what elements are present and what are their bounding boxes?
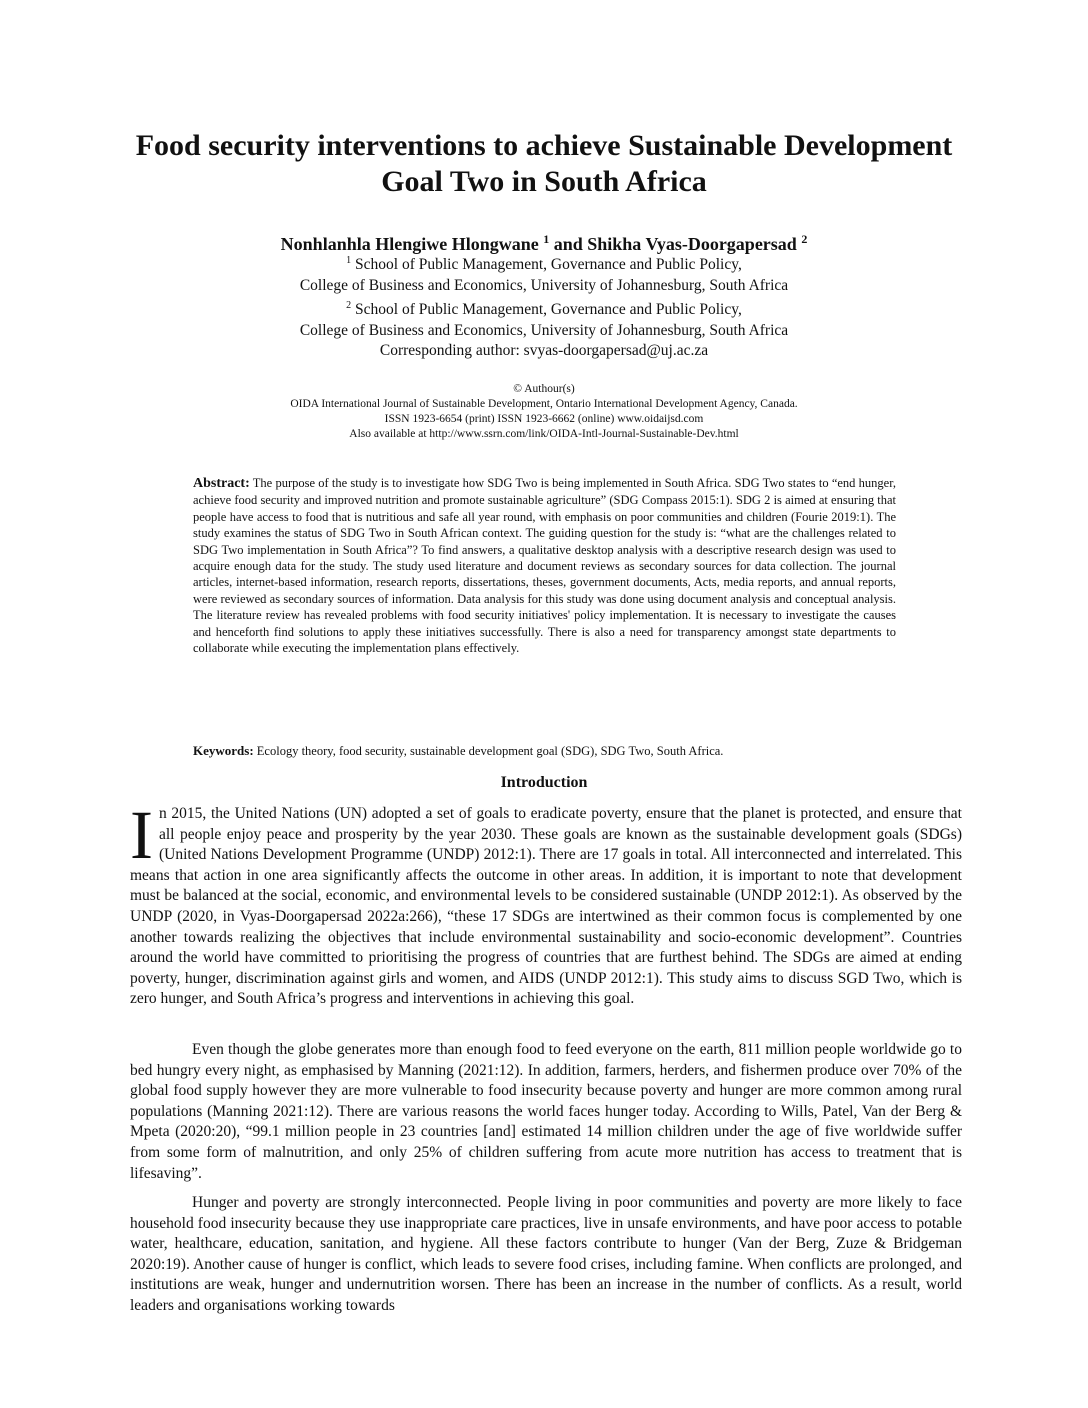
affiliation-text: College of Business and Economics, University of Johannesburg, South Africa bbox=[299, 276, 789, 294]
copyright-line: © Authour(s) bbox=[513, 383, 575, 395]
affiliation-marker: 2 bbox=[346, 300, 352, 312]
issn-line: ISSN 1923-6654 (print) ISSN 1923-6662 (online) www.oidaijsd.com bbox=[384, 413, 704, 425]
affiliation-text: School of Public Management, Governance and Public Policy, bbox=[355, 301, 742, 319]
keywords bbox=[193, 743, 896, 759]
paragraph-text: Hunger and poverty are strongly interconnected. People living in poor communities and poverty are more likely to face household food insecurity because they use inappropriate care practices, live in unsafe environments, and have poor access to potable water, healthcare, education, sanitation, and hygiene. All these factors contribute to hunger (Van der Berg, Zuze & Bridgeman 2020:19). Another cause of hunger is conflict, which leads to severe food crises, including famine. When conflicts are prolonged, and institutions are weak, hunger and undernutrition worsen. There has been an increase in the number of conflicts. As a result, world leaders and organisations working towards bbox=[130, 1194, 962, 1314]
affiliation-text: College of Business and Economics, University of Johannesburg, South Africa bbox=[299, 321, 789, 339]
publication-info bbox=[130, 382, 958, 442]
author-2-name: Shikha Vyas-Doorgapersad bbox=[587, 234, 797, 254]
availability-line: Also available at http://www.ssrn.com/link/OIDA-Intl-Journal-Sustainable-Dev.html bbox=[349, 428, 739, 440]
affiliation-marker: 1 bbox=[346, 255, 352, 266]
corresponding-author-text: Corresponding author: svyas-doorgapersad@uj.ac.za bbox=[379, 342, 709, 360]
abstract-text: The purpose of the study is to investigate how SDG Two is being implemented in South Africa. SDG Two states to “end hunger, achieve food security and improved nutrition and promote sustainable agriculture” (SDG Compass 2015:1). SDG 2 is aimed at ensuring that people have access to food that is nutritious and safe all year round, with emphasis on poor communities and children (Fourie 2019:1). The study examines the status of SDG Two in South African context. The guiding question for the study is: “what are the challenges related to SDG Two implementation in South Africa”? To find answers, a qualitative desktop analysis with a descriptive research design was used to acquire enough data for the study. The study used literature and document reviews as secondary sources for data collection. The journal articles, internet-based information, research reports, dissertations, theses, government documents, Acts, media reports, and annual reports, were reviewed as secondary sources of information. Data analysis for this study was done using document analysis and conceptual analysis. The literature review has revealed problems with food security initiatives' policy implementation. It is necessary to investigate the causes and henceforth find solutions to apply these initiatives successfully. There is also a need for transparency amongst state departments to collaborate while executing the implementation plans effectively. bbox=[193, 476, 896, 656]
intro-paragraph-2 bbox=[130, 1040, 962, 1184]
author-1-affil-marker: 1 bbox=[543, 232, 550, 246]
abstract-label: Abstract: bbox=[193, 476, 250, 491]
affiliation-line bbox=[130, 251, 958, 276]
abstract bbox=[193, 475, 896, 656]
author-2-affil-marker: 2 bbox=[801, 232, 808, 246]
keywords-text: Ecology theory, food security, sustainable development goal (SDG), SDG Two, South Africa. bbox=[256, 744, 724, 758]
intro-paragraph-3 bbox=[130, 1193, 962, 1317]
affiliation-line bbox=[130, 321, 958, 342]
author-1-name: Nonhlanhla Hlengiwe Hlongwane bbox=[280, 234, 539, 254]
section-heading-introduction: Introduction bbox=[500, 774, 588, 791]
paragraph-text: Even though the globe generates more than enough food to feed everyone on the earth, 811 million people worldwide go to bed hungry every night, as emphasised by Manning (2021:12). In addition, farmers, herders, and fishermen produce over 70% of the global food supply however they are more vulnerable to food insecurity because poverty and hunger are more common among rural populations (Manning 2021:12). There are various reasons the world faces hunger today. According to Wills, Patel, Van der Berg & Mpeta (2020:20), “99.1 million people in 23 countries [and] estimated 14 million children under the age of five worldwide suffer from some form of malnutrition, and only 25% of children suffering from acute more nutrition has access to treatment that is lifesaving”. bbox=[130, 1041, 962, 1182]
paper-title: Food security interventions to achieve Sustainable Development Goal Two in South Africa bbox=[135, 129, 953, 198]
author-conjunction: and bbox=[553, 234, 583, 254]
journal-line: OIDA International Journal of Sustainable Development, Ontario International Development Agency, Canada. bbox=[290, 398, 798, 410]
intro-paragraph-1 bbox=[130, 797, 962, 1010]
paragraph-text: n 2015, the United Nations (UN) adopted a set of goals to eradicate poverty, ensure that the planet is protected, and ensure that all people enjoy peace and prosperity by the year 2030. These goals are known as the sustainable development goals (SDGs) (United Nations Development Programme (UNDP) 2012:1). There are 17 goals in total. All interconnected and interrelated. This means that action in one area significantly affects the outcome in other areas. In addition, it is important to note that development must be balanced at the social, economic, and environmental levels to be considered sustainable (UNDP 2012:1). As observed by the UNDP (2020, in Vyas-Doorgapersad 2022a:266), “these 17 SDGs are intertwined as their common focus is complemented by one another towards realizing the objectives that include environmental sustainability and socio-economic development”. Countries around the world have committed to prioritising the progress of countries that are furthest behind. The SDGs are aimed at ending poverty, hunger, discrimination against girls and women, and AIDS (UNDP 2012:1). This study aims to discuss SGD Two, which is zero hunger, and South Africa’s progress and interventions in achieving this goal. bbox=[130, 805, 962, 1008]
corresponding-author bbox=[130, 341, 958, 362]
affiliation-text: School of Public Management, Governance and Public Policy, bbox=[355, 256, 742, 274]
keywords-label: Keywords: bbox=[193, 743, 254, 758]
drop-cap: I bbox=[130, 797, 153, 873]
affiliation-line bbox=[130, 276, 958, 297]
affiliation-line bbox=[130, 296, 958, 321]
affiliations bbox=[130, 251, 958, 362]
